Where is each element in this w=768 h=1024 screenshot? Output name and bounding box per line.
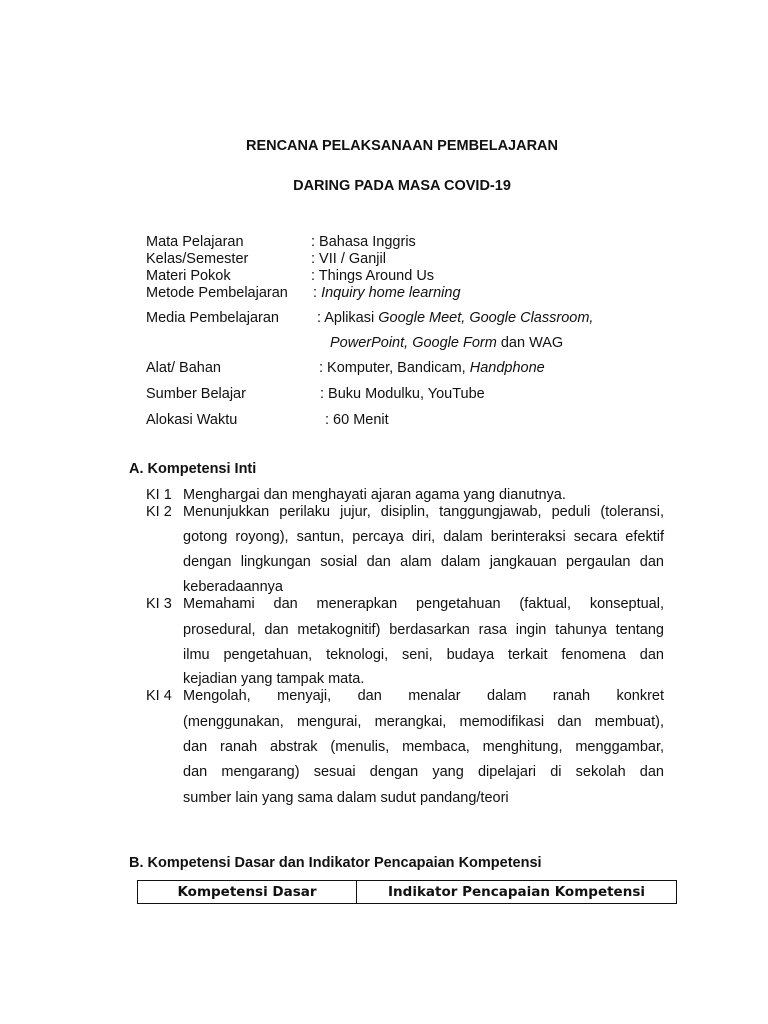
value-media-line2 [330,335,563,351]
value-kelas-semester: : VII / Ganjil [311,251,386,267]
value-metode-italic: Inquiry home learning [321,285,461,301]
value-mata-pelajaran: : Bahasa Inggris [311,234,416,250]
label-alokasi-waktu: Alokasi Waktu [146,412,238,428]
ki2-line: gotong royong), santun, percaya diri, dalam berinteraksi secara efektif [183,529,664,545]
value-media-apps2: PowerPoint, Google Form [330,335,497,351]
value-alokasi-waktu: : 60 Menit [325,412,389,428]
ki2-line: keberadaannya [183,579,283,595]
label-metode: Metode Pembelajaran [146,285,288,301]
ki2-code: KI 2 [146,504,172,520]
document-title: RENCANA PELAKSANAAN PEMBELAJARAN [245,138,559,154]
value-alat-prefix: : Komputer, Bandicam, [319,360,470,376]
table-header-kompetensi-dasar: Kompetensi Dasar [138,881,357,904]
ki1-line: Menghargai dan menghayati ajaran agama yang dianutnya. [183,487,566,503]
ki3-line: prosedural, dan metakognitif) berdasarkan rasa ingin tahunya tentang [183,622,664,638]
ki1-code: KI 1 [146,487,172,503]
ki3-line: Memahami dan menerapkan pengetahuan (faktual, konseptual, [183,596,664,612]
label-materi-pokok: Materi Pokok [146,268,231,284]
label-kelas-semester: Kelas/Semester [146,251,249,267]
ki2-line: dengan lingkungan sosial dan alam dalam jangkauan pergaulan dan [183,554,664,570]
value-metode [313,285,461,301]
value-media-prefix: : Aplikasi [317,310,379,326]
value-media-suffix: dan WAG [496,335,564,351]
ki3-code: KI 3 [146,596,172,612]
ki4-code: KI 4 [146,688,172,704]
document-subtitle: DARING PADA MASA COVID-19 [293,178,511,194]
section-b-heading: B. Kompetensi Dasar dan Indikator Pencapaian Kompetensi [129,855,542,871]
ki2-line: Menunjukkan perilaku jujur, disiplin, tanggungjawab, peduli (toleransi, [183,504,664,520]
label-sumber-belajar: Sumber Belajar [146,386,246,402]
label-media: Media Pembelajaran [146,310,279,326]
ki4-line: dan mengarang) sesuai dengan yang dipelajari di sekolah dan [183,764,664,780]
ki3-line: kejadian yang tampak mata. [183,671,365,687]
value-sumber-belajar: : Buku Modulku, YouTube [320,386,485,402]
table-header-row [138,881,677,904]
value-alat-bahan [319,360,545,376]
ki4-line: dan ranah abstrak (menulis, membaca, menghitung, menggambar, [183,739,664,755]
label-mata-pelajaran: Mata Pelajaran [146,234,244,250]
ki4-line: (menggunakan, mengurai, merangkai, memodifikasi dan membuat), [183,714,664,730]
ki4-line: Mengolah, menyaji, dan menalar dalam ranah konkret [183,688,664,704]
label-alat-bahan: Alat/ Bahan [146,360,221,376]
ki4-line: sumber lain yang sama dalam sudut pandang/teori [183,790,509,806]
value-alat-italic: Handphone [469,360,545,376]
kompetensi-table [137,880,677,904]
ki3-line: ilmu pengetahuan, teknologi, seni, budaya terkait fenomena dan [183,647,664,663]
table-header-indikator: Indikator Pencapaian Kompetensi [357,881,677,904]
value-materi-pokok: : Things Around Us [311,268,435,284]
value-metode-prefix: : [313,285,322,301]
section-a-heading: A. Kompetensi Inti [129,461,257,477]
value-media-apps1: Google Meet, Google Classroom, [378,310,594,326]
value-media-line1 [317,310,593,326]
